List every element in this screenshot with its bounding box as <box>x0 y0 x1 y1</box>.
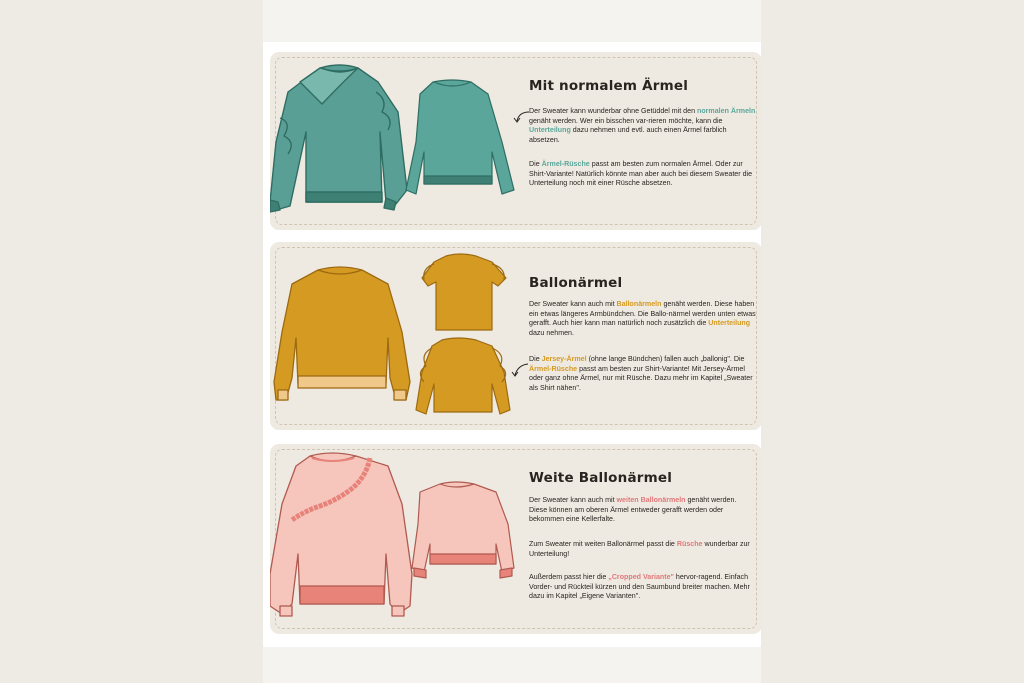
paragraph-text: wunderbar zur Unterteilung! <box>529 540 750 558</box>
paragraph-text: hervor-ragend. Einfach Vorder- und Rückteil kürzen und den Saumbund breiter machen. Mehr dazu im Kapitel „Eigene Varianten". <box>529 573 750 600</box>
arrow-icon <box>510 362 530 378</box>
section-card-wide-balloon-sleeve <box>270 444 762 634</box>
highlighted-term: Rüsche <box>676 540 703 548</box>
section-title: Ballonärmel <box>529 275 623 291</box>
highlighted-term: weiten Ballonärmeln <box>616 496 686 504</box>
paragraph-text: Der Sweater kann wunderbar ohne Getüddel mit den <box>529 107 697 115</box>
paragraph-text: genäht werden. Diese können am oberen Ärmel entweder gerafft werden oder bekommen eine Kellerfalte. <box>529 496 737 523</box>
paragraph-text: Außerdem passt hier die <box>529 573 609 581</box>
highlighted-term: Ballonärmeln <box>616 300 662 308</box>
paragraph-text: Die <box>529 160 542 168</box>
paragraph-text: passt am besten zum normalen Ärmel. Oder zur Shirt-Variante! Natürlich könnte man aber auch bei diesem Sweater die Unterteilung noch mit einer Rüsche absetzen. <box>529 160 753 187</box>
arrow-icon <box>513 110 531 124</box>
section-title: Mit normalem Ärmel <box>529 78 689 94</box>
section-paragraph <box>529 160 756 189</box>
section-paragraph <box>529 540 756 559</box>
paragraph-text: dazu nehmen und evtl. auch einen Ärmel farblich absetzen. <box>529 126 727 144</box>
paragraph-text: Der Sweater kann auch mit <box>529 300 617 308</box>
paragraph-text: passt am besten zur Shirt-Variante! Mit Jersey-Ärmel oder ganz ohne Ärmel, nur mit Rüsche. Dazu mehr im Kapitel „Sweater als Shirt nähen". <box>529 364 753 392</box>
section-paragraph <box>529 573 756 602</box>
paragraph-text: Zum Sweater mit weiten Ballonärmel passt die <box>529 540 677 548</box>
mustard-sweater-illustration <box>270 242 520 430</box>
highlighted-term: Ärmel-Rüsche <box>541 160 590 168</box>
paragraph-text: Der Sweater kann auch mit <box>529 496 617 504</box>
highlighted-term: Jersey-Ärmel <box>541 355 587 363</box>
pink-sweater-illustration <box>270 444 520 634</box>
paragraph-text: Die <box>529 355 542 363</box>
paragraph-text: dazu nehmen. <box>529 328 574 337</box>
section-paragraph <box>529 355 756 393</box>
highlighted-term: „Cropped Variante" <box>608 573 674 581</box>
paragraph-text: genäht werden. Diese haben ein etwas längeres Armbündchen. Die Ballo-närmel werden unten etwas gerafft. Auch hier kann man natürlich noch zusätzlich die <box>529 300 756 327</box>
highlighted-term: Unterteilung <box>529 126 571 134</box>
highlighted-term: normalen Ärmeln <box>697 107 756 115</box>
section-paragraph <box>529 496 756 525</box>
paragraph-text: (ohne lange Bündchen) fallen auch „ballonig". Die <box>586 355 745 363</box>
section-card-normal-sleeve <box>270 52 762 230</box>
section-card-balloon-sleeve <box>270 242 762 430</box>
paragraph-text: genäht werden. Wer ein bisschen var-rieren möchte, kann die <box>529 116 723 125</box>
section-title: Weite Ballonärmel <box>529 470 673 486</box>
highlighted-term: Ärmel-Rüsche <box>529 364 578 373</box>
section-paragraph <box>529 300 756 338</box>
teal-sweater-illustration <box>270 52 520 230</box>
section-paragraph <box>529 107 756 145</box>
highlighted-term: Unterteilung <box>708 319 751 327</box>
